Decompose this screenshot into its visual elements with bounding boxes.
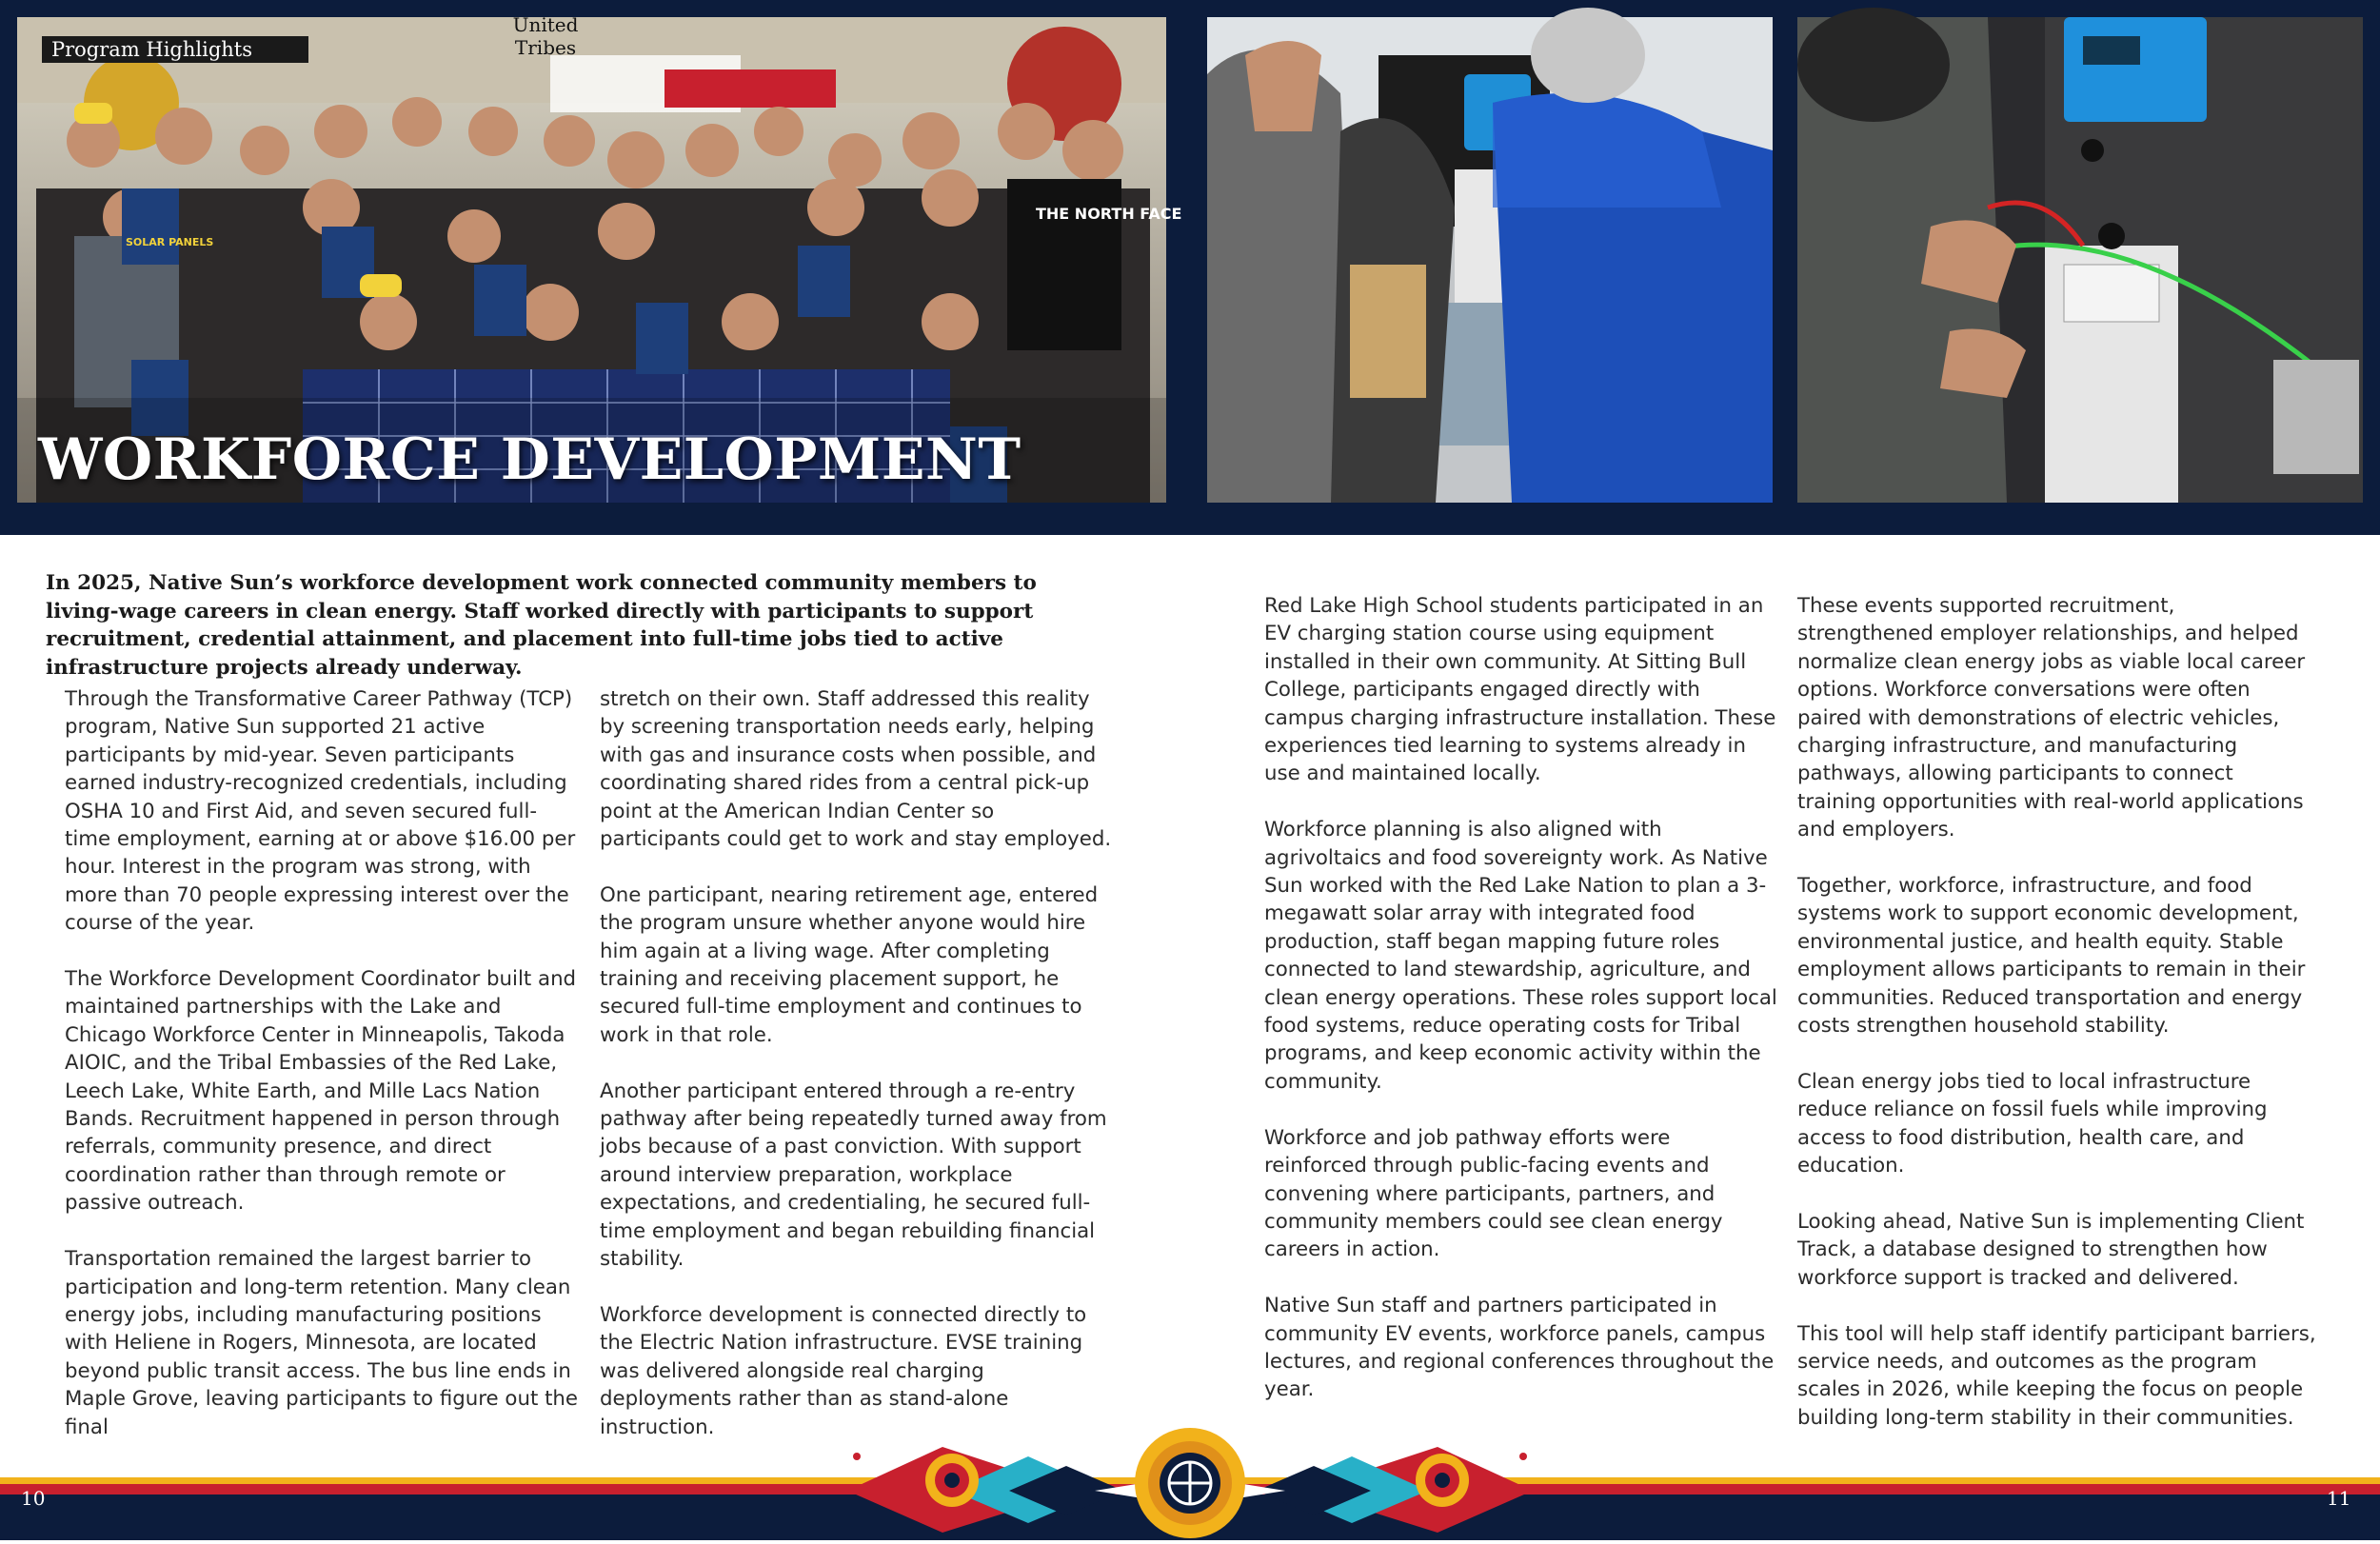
page-title: WORKFORCE DEVELOPMENT [38,426,1021,493]
paragraph: Through the Transformative Career Pathway (TCP) program, Native Sun supported 21 active participants by mid-year. Seven participants earned industry-recognized credentials, including OSHA 10 and First Aid, and seven secured full-time employment, earning at or above $16.00 per hour. Interest in the program was strong, with more than 70 people expressing interest over the course of the year. [65,687,576,936]
body-column-3 [1264,592,1778,1404]
united-tribes-banner: United Tribes [512,13,579,59]
paragraph: Looking ahead, Native Sun is implementing Client Track, a database designed to strengthen how workforce support is tracked and delivered. [1797,1209,2305,1290]
paragraph: Clean energy jobs tied to local infrastructure reduce reliance on fossil fuels while improving access to food distribution, health care, and education. [1797,1069,2268,1178]
body-column-4 [1797,592,2316,1432]
body-column-1 [65,685,579,1441]
page-number-left: 10 [21,1487,46,1510]
paragraph: These events supported recruitment, strengthened employer relationships, and helped normalize clean energy jobs as viable local career options. Workforce conversations were often paired with demonstrations of electric vehicles, charging infrastructure, and manufacturing pathways, allowing participants to connect training opportunities with real-world applications and employers. [1797,594,2306,842]
paragraph: The Workforce Development Coordinator built and maintained partnerships with the Lake and Chicago Workforce Center in Minneapolis, Takoda AIOIC, and the Tribal Embassies of the Red Lake, Leech Lake, White Earth, and Mille Lacs Nation Bands. Recruitment happened in person through referrals, community presence, and direct coordination rather than through remote or passive outreach. [65,967,577,1216]
paragraph: This tool will help staff identify participant barriers, service needs, and outcomes as the program scales in 2026, while keeping the focus on people building long-term stability in their communities. [1797,1321,2316,1430]
paragraph: Workforce planning is also aligned with agrivoltaics and food sovereignty work. As Native Sun worked with the Red Lake Nation to plan a 3-megawatt solar array with integrated food production, staff began mapping future roles connected to land stewardship, agriculture, and clean energy operations. These roles support local food systems, reduce operating costs for Tribal programs, and keep economic activity within the community. [1264,818,1777,1094]
footer-ornament [0,1428,2380,1540]
paragraph: Together, workforce, infrastructure, and food systems work to support economic development, environmental justice, and health equity. Stable employment allows participants to remain in their communities. Reduced transportation and energy costs strengthen household stability. [1797,874,2306,1039]
paragraph: Native Sun staff and partners participated in community EV events, workforce panels, campus lectures, and regional conferences throughout the year. [1264,1294,1775,1402]
paragraph: Transportation remained the largest barrier to participation and long-term retention. Many clean energy jobs, including manufacturing positions with Heliene in Rogers, Minnesota, are located beyond public transit access. The bus line ends in Maple Grove, leaving participants to figure out the final [65,1247,579,1439]
photo-sign-solar-panels: SOLAR PANELS [126,236,214,248]
ev-charging-training-photo [1207,17,1773,503]
paragraph: Another participant entered through a re-entry pathway after being repeatedly turned away from jobs because of a past conviction. With support around interview preparation, workplace expectations, and credentialing, he secured full-time employment and began rebuilding financial stability. [600,1079,1107,1272]
intro-paragraph: In 2025, Native Sun’s workforce development work connected community members to living-wage careers in clean energy. Staff worked directly with participants to support recruitment, credential attainment, and placement into full-time jobs tied to active infrastructure projects already underway. [46,571,1037,680]
page-number-right: 11 [2327,1487,2351,1510]
paragraph: Workforce and job pathway efforts were reinforced through public-facing events and convening where participants, partners, and community members could see clean energy careers in action. [1264,1125,1723,1262]
body-column-2 [600,685,1119,1441]
paragraph: Red Lake High School students participated in an EV charging station course using equipment installed in their own community. At Sitting Bull College, participants engaged directly with campus charging infrastructure installation. These experiences tied learning to systems already in use and maintained locally. [1264,594,1776,786]
paragraph: One participant, nearing retirement age, entered the program unsure whether anyone would hire him again at a living wage. After completing training and receiving placement support, he secured full-time employment and continues to work in that role. [600,882,1099,1047]
charger-wiring-photo [1797,17,2363,503]
paragraph: Workforce development is connected directly to the Electric Nation infrastructure. EVSE training was delivered alongside real charging deployments rather than as stand-alone instruction. [600,1302,1087,1439]
program-highlights-badge: Program Highlights [42,36,308,63]
photo-sign-north-face: THE NORTH FACE [1036,205,1182,223]
paragraph: stretch on their own. Staff addressed this reality by screening transportation needs early, helping with gas and insurance costs when possible, and coordinating shared rides from a central pick-up point at the American Indian Center so participants could get to work and stay employed. [600,687,1112,852]
footer-band [0,1428,2380,1540]
